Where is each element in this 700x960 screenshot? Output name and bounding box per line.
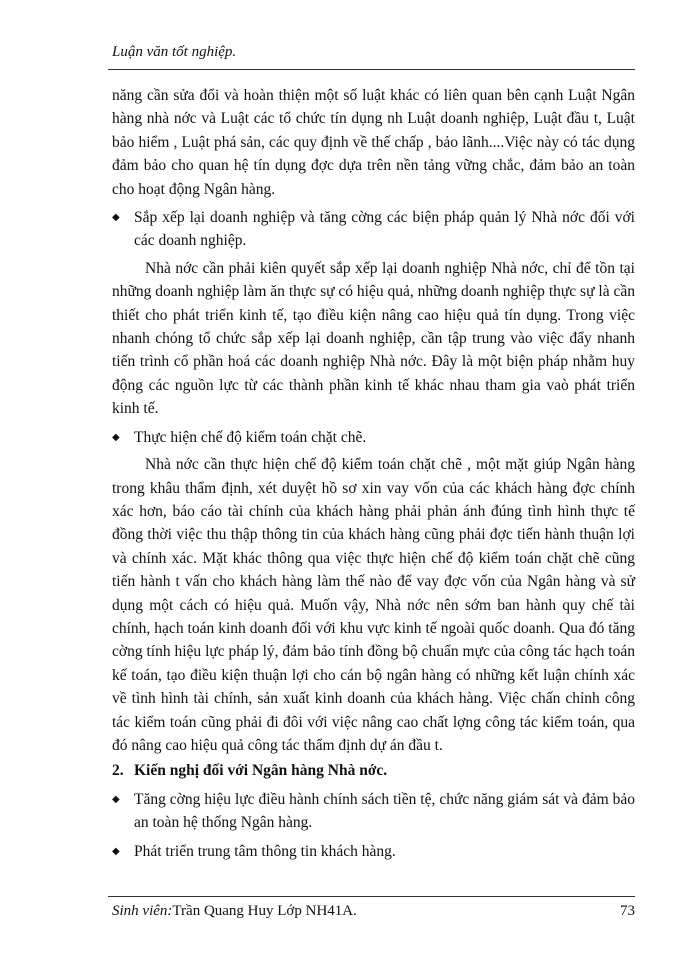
bullet-diamond-icon: ◆ (112, 793, 120, 805)
footer-label: Sinh viên: (112, 903, 173, 919)
running-footer (112, 903, 635, 920)
bullet-text: Sắp xếp lại doanh nghiệp và tăng cờng các biện pháp quản lý Nhà nớc đối với các doanh nghiệp. (134, 209, 635, 250)
header-rule (108, 69, 635, 70)
page-number: 73 (620, 903, 635, 919)
page-body (112, 84, 635, 867)
bullet-item-info-center (112, 840, 635, 863)
bullet-item-restructure (112, 206, 635, 253)
footer-rule (108, 896, 635, 897)
bullet-diamond-icon: ◆ (112, 845, 120, 857)
section-number: 2. (112, 762, 124, 780)
section-heading (112, 759, 635, 782)
paragraph-audit: Nhà nớc cần thực hiện chế độ kiểm toán chặt chẽ , một mặt giúp Ngân hàng trong khâu thẩm định, xét duyệt hồ sơ xin vay vốn của các khách hàng đợc chính xác hơn, báo cáo tài chính của khách hàng phải phản ánh đúng tình hình thực tế đồng thời việc thu thập thông tin của khách hàng cũng phải đợc tiến hành thuận lợi và chính xác. Mặt khác thông qua việc thực hiện chế độ kiểm toán chặt chẽ cũng tiến hành t vấn cho khách hàng làm thế nào để vay đợc vốn của Ngân hàng và sử dụng một cách có hiệu quả. Muốn vậy, Nhà nớc nên sớm ban hành quy chế tài chính, hạch toán kinh doanh đối với khu vực kinh tế ngoài quốc doanh. Qua đó tăng cờng tính hiệu lực pháp lý, đảm bảo tính đồng bộ chuẩn mực của công tác hạch toán kế toán, tạo điều kiện thuận lợi cho cán bộ ngân hàng có những kết luận chính xác về tình hình tài chính, sản xuất kinh doanh của khách hàng. Việc chấn chỉnh công tác kiểm toán cũng phải đi đôi với việc nâng cao chất lợng công tác kiểm toán, qua đó nâng cao hiệu quả công tác thẩm định dự án đầu t. (112, 456, 635, 754)
section-title: Kiến nghị đối với Ngân hàng Nhà nớc. (134, 762, 388, 780)
bullet-diamond-icon: ◆ (112, 431, 120, 443)
running-header: Luận văn tốt nghiệp. (112, 44, 237, 60)
bullet-item-audit (112, 426, 635, 449)
paragraph-restructure: Nhà nớc cần phải kiên quyết sắp xếp lại doanh nghiệp Nhà nớc, chỉ để tồn tại những doanh nghiệp làm ăn thực sự có hiệu quả, những doanh nghiệp thực sự là cần thiết cho phát triển kinh tế, tạo điều kiện nâng cao hiệu quả tín dụng. Trong việc nhanh chóng tổ chức sắp xếp lại doanh nghiệp, cần tập trung vào việc đẩy nhanh tiến trình cổ phần hoá các doanh nghiệp Nhà nớc. Đây là một biện pháp nhằm huy động các nguồn lực từ các thành phần kinh tế khác nhau tham gia vaò phát triển kinh tế. (112, 259, 635, 418)
bullet-text: Phát triển trung tâm thông tin khách hàng. (134, 842, 396, 860)
bullet-text: Tăng cờng hiệu lực điều hành chính sách tiền tệ, chức năng giám sát và đảm bảo an toàn hệ thống Ngân hàng. (134, 790, 635, 832)
footer-author-name: Trần Quang Huy Lớp NH41A. (172, 903, 357, 919)
footer-author (112, 903, 357, 920)
bullet-text: Thực hiện chế độ kiểm toán chặt chẽ. (134, 428, 367, 446)
paragraph-intro: năng cần sửa đổi và hoàn thiện một số luật khác có liên quan bên cạnh Luật Ngân hàng nhà nớc và Luật các tổ chức tín dụng nh Luật doanh nghiệp, Luật đầu t, Luật bảo hiểm , Luật phá sản, các quy định về thế chấp , bảo lãnh....Việc này có tác dụng đảm bảo cho quan hệ tín dụng đợc dựa trên nền tảng vững chắc, đảm bảo an toàn cho hoạt động Ngân hàng. (112, 87, 635, 198)
bullet-diamond-icon: ◆ (112, 212, 120, 224)
bullet-item-monetary-policy (112, 788, 635, 835)
